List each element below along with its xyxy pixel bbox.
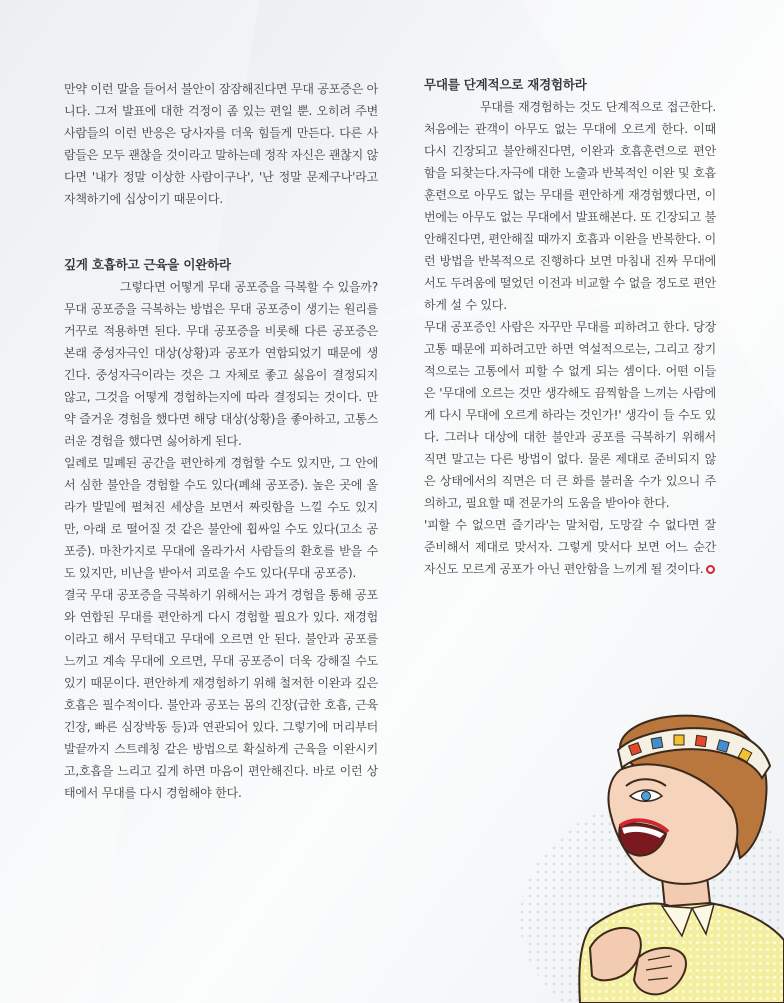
body-paragraph: 그렇다면 어떻게 무대 공포증을 극복할 수 있을까?무대 공포증을 극복하는 방법은 무대 공포증이 생기는 원리를 거꾸로 적용하면 된다. 무대 공포증을 비롯해 다른 공포증은 본래 중성자극인 대상(상황)과 공포가 연합되었기 때문에 생긴다. 중성자극이라는 것은 그 자체로 좋고 싫음이 결정되지 않고, 그것을 어떻게 경험하는지에 따라 결정되는 것이다. 만약 즐거운 경험을 했다면 해당 대상(상황)을 좋아하고, 고통스러운 경험을 했다면 싫어하게 된다. (64, 280, 378, 448)
body-paragraph: 결국 무대 공포증을 극복하기 위해서는 과거 경험을 통해 공포와 연합된 무대를 편안하게 다시 경험할 필요가 있다. 재경험이라고 해서 무턱대고 무대에 오르면 안 된다. 불안과 공포를 느끼고 계속 무대에 오르면, 무대 공포증이 더욱 강해질 수도 있기 때문이다. 편안하게 재경험하기 위해 철저한 이완과 깊은 호흡은 필수적이다. 불안과 공포는 몸의 긴장(급한 호흡, 근육 긴장, 빠른 심장박동 등)과 연관되어 있다. 그렇기에 머리부터 발끝까지 스트레칭 같은 방법으로 확실하게 근육을 이완시키고,호흡을 느리고 깊게 하면 마음이 편안해진다. 바로 이런 상태에서 무대를 다시 경험해야 한다. (64, 588, 379, 800)
pop-art-woman-illustration (470, 708, 784, 1003)
closing-paragraph (424, 514, 716, 580)
right-column (424, 74, 716, 580)
body-paragraph: 무대 공포증인 사람은 자꾸만 무대를 피하려고 한다. 당장 고통 때문에 피하려고만 하면 역설적으로는, 그리고 장기적으로는 고통에서 피할 수 없게 되는 셈이다. 어떤 이들은 '무대에 오르는 것만 생각해도 끔찍함을 느끼는 사람에게 다시 무대에 오르게 하라는 것인가!' 생각이 들 수도 있다. 그러나 대상에 대한 불안과 공포를 극복하기 위해서 직면 말고는 다른 방법이 없다. 물론 제대로 준비되지 않은 상태에서의 직면은 더 큰 화를 불러올 수가 있으니 주의하고, 필요할 때 전문가의 도움을 받아야 한다. (424, 320, 716, 510)
closing-text: '피할 수 없으면 즐기라'는 말처럼, 도망갈 수 없다면 잘 준비해서 제대로 맞서자. 그렇게 맞서다 보면 어느 순간 자신도 모르게 공포가 아닌 편안함을 느끼게 될 것이다. (424, 518, 716, 576)
section-heading-breathing: 깊게 호흡하고 근육을 이완하라 (64, 257, 231, 272)
body-paragraph: 일례로 밀폐된 공간을 편안하게 경험할 수도 있지만, 그 안에서 심한 불안을 경험할 수도 있다(폐쇄 공포증). 높은 곳에 올라가 발밑에 펼쳐진 세상을 보면서 짜릿함을 느낄 수도 있지만, 아래 로 떨어질 것 같은 불안에 휩싸일 수도 있다(고소 공포증). 마찬가지로 무대에 올라가서 사람들의 환호를 받을 수도 있지만, 비난을 받아서 괴로울 수도 있다(무대 공포증). (64, 456, 378, 580)
section-heading-stepwise: 무대를 단계적으로 재경험하라 (424, 77, 587, 92)
body-paragraph: 무대를 재경험하는 것도 단계적으로 접근한다. 처음에는 관객이 아무도 없는 무대에 오르게 한다. 이때 다시 긴장되고 불안해진다면, 이완과 호흡훈련으로 편안함을 되찾는다.자극에 대한 노출과 반복적인 이완 및 호흡훈련으로 아무도 없는 무대를 편안하게 재경험했다면, 이번에는 아무도 없는 무대에서 발표해본다. 또 긴장되고 불안해진다면, 편안해질 때까지 호흡과 이완을 반복한다. 이런 방법을 반복적으로 진행하다 보면 마침내 진짜 무대에서도 두려움에 떨었던 이전과 비교할 수 없을 정도로 편안하게 설 수 있다. (424, 100, 716, 312)
end-of-article-icon (706, 565, 715, 574)
intro-paragraph: 만약 이런 말을 들어서 불안이 잠잠해진다면 무대 공포증은 아니다. 그저 발표에 대한 걱정이 좀 있는 편일 뿐. 오히려 주변 사람들의 이런 반응은 당사자를 더욱 힘들게 만든다. 다른 사람들은 모두 괜찮을 것이라고 말하는데 정작 자신은 괜찮지 않다면 '내가 정말 이상한 사람이구나', '난 정말 문제구나'라고 자책하기에 십상이기 때문이다. (64, 82, 378, 206)
left-column (64, 78, 378, 804)
